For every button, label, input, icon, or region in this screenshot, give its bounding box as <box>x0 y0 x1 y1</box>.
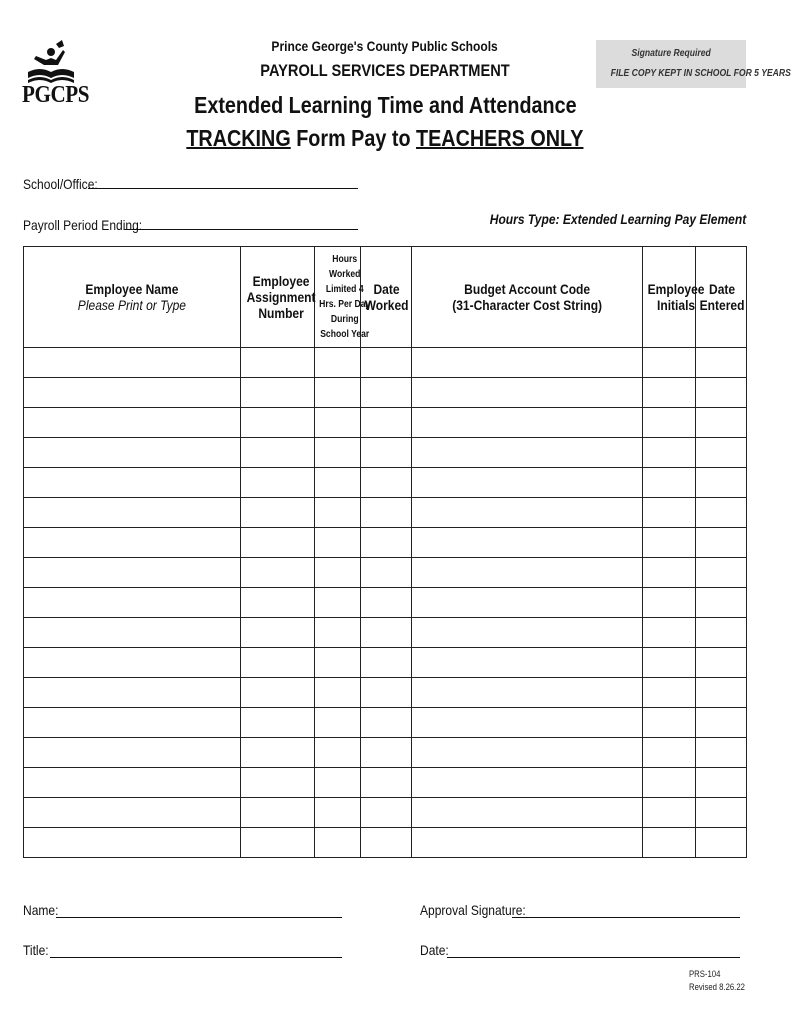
cell-employee-assignment-number[interactable] <box>241 648 315 678</box>
cell-date-entered[interactable] <box>696 738 747 768</box>
cell-employee-assignment-number[interactable] <box>241 408 315 438</box>
table-row <box>24 648 747 678</box>
form-number: PRS-104 <box>689 969 721 979</box>
header-line: Employee Name <box>85 281 179 297</box>
column-header-budget-account-code <box>412 247 643 348</box>
cell-budget-account-code[interactable] <box>412 738 643 768</box>
cell-employee-assignment-number[interactable] <box>241 678 315 708</box>
cell-employee-assignment-number[interactable] <box>241 468 315 498</box>
cell-employee-name[interactable] <box>24 708 241 738</box>
title-middle: Form Pay to <box>290 125 417 151</box>
cell-date-entered[interactable] <box>696 588 747 618</box>
cell-date-entered[interactable] <box>696 378 747 408</box>
cell-date-entered[interactable] <box>696 408 747 438</box>
cell-hours-worked[interactable] <box>315 618 361 648</box>
table-row <box>24 678 747 708</box>
header-line: Date <box>709 281 736 297</box>
cell-hours-worked[interactable] <box>315 798 361 828</box>
column-header-hours-worked <box>315 247 371 348</box>
cell-hours-worked[interactable] <box>315 378 361 408</box>
header-line: Hrs. Per Day <box>319 299 371 310</box>
cell-employee-name[interactable] <box>24 588 241 618</box>
cell-date-entered[interactable] <box>696 798 747 828</box>
cell-budget-account-code[interactable] <box>412 378 643 408</box>
cell-employee-initials[interactable] <box>643 768 696 798</box>
cell-employee-name[interactable] <box>24 378 241 408</box>
organization-name: Prince George's County Public Schools <box>271 38 499 54</box>
header-line: During <box>330 314 359 325</box>
cell-employee-name[interactable] <box>24 798 241 828</box>
signature-notice-box <box>596 40 791 88</box>
cell-employee-initials[interactable] <box>643 498 696 528</box>
cell-hours-worked[interactable] <box>315 648 361 678</box>
cell-employee-name[interactable] <box>24 828 241 858</box>
cell-date-entered[interactable] <box>696 708 747 738</box>
cell-employee-initials[interactable] <box>643 408 696 438</box>
table-body <box>24 348 747 858</box>
table-row <box>24 798 747 828</box>
approval-signature-label: Approval Signature: <box>420 902 526 918</box>
cell-date-worked[interactable] <box>361 558 412 588</box>
cell-employee-name[interactable] <box>24 648 241 678</box>
cell-date-entered[interactable] <box>696 618 747 648</box>
cell-employee-name[interactable] <box>24 738 241 768</box>
cell-date-entered[interactable] <box>696 528 747 558</box>
revision-date: Revised 8.26.22 <box>689 982 745 992</box>
cell-hours-worked[interactable] <box>315 828 361 858</box>
cell-date-entered[interactable] <box>696 828 747 858</box>
table-row <box>24 528 747 558</box>
name-field[interactable] <box>56 917 342 918</box>
form-code <box>689 968 754 994</box>
column-header-employee-name <box>24 247 241 348</box>
cell-budget-account-code[interactable] <box>412 558 643 588</box>
cell-employee-name[interactable] <box>24 618 241 648</box>
department-name: PAYROLL SERVICES DEPARTMENT <box>260 61 510 80</box>
cell-budget-account-code[interactable] <box>412 708 643 738</box>
title-label: Title: <box>23 942 49 958</box>
header-line: Worked <box>329 269 361 280</box>
column-header-date-entered <box>696 247 747 348</box>
cell-date-entered[interactable] <box>696 648 747 678</box>
cell-date-entered[interactable] <box>696 558 747 588</box>
cell-employee-initials[interactable] <box>643 678 696 708</box>
cell-employee-name[interactable] <box>24 408 241 438</box>
header-subtitle: Please Print or Type <box>77 297 187 313</box>
header-line: School Year <box>320 329 370 340</box>
header-line: Number <box>258 305 304 321</box>
cell-employee-assignment-number[interactable] <box>241 828 315 858</box>
cell-budget-account-code[interactable] <box>412 468 643 498</box>
cell-employee-assignment-number[interactable] <box>241 588 315 618</box>
date-label: Date: <box>420 942 449 958</box>
cell-date-worked[interactable] <box>361 708 412 738</box>
header-line: Limited 4 <box>325 284 364 295</box>
cell-employee-initials[interactable] <box>643 708 696 738</box>
cell-employee-assignment-number[interactable] <box>241 498 315 528</box>
table-header-row <box>24 247 747 348</box>
cell-date-worked[interactable] <box>361 588 412 618</box>
cell-hours-worked[interactable] <box>315 408 361 438</box>
payroll-period-label: Payroll Period Ending: <box>23 217 143 233</box>
cell-budget-account-code[interactable] <box>412 828 643 858</box>
cell-date-worked[interactable] <box>361 678 412 708</box>
cell-employee-initials[interactable] <box>643 798 696 828</box>
header-line: Worked <box>364 297 409 313</box>
hours-type-label: Hours Type: Extended Learning Pay Element <box>489 211 746 227</box>
table-row <box>24 768 747 798</box>
cell-date-worked[interactable] <box>361 738 412 768</box>
cell-date-worked[interactable] <box>361 768 412 798</box>
table-row <box>24 588 747 618</box>
table-row <box>24 348 747 378</box>
cell-hours-worked[interactable] <box>315 558 361 588</box>
cell-budget-account-code[interactable] <box>412 768 643 798</box>
cell-employee-initials[interactable] <box>643 558 696 588</box>
cell-employee-assignment-number[interactable] <box>241 378 315 408</box>
title-tracking: TRACKING <box>186 125 291 151</box>
cell-date-entered[interactable] <box>696 768 747 798</box>
cell-employee-initials[interactable] <box>643 618 696 648</box>
file-copy-note: FILE COPY KEPT IN SCHOOL FOR 5 YEARS <box>610 68 791 79</box>
approval-signature-field[interactable] <box>512 917 740 918</box>
cell-employee-assignment-number[interactable] <box>241 558 315 588</box>
header-line: Employee <box>252 273 310 289</box>
cell-budget-account-code[interactable] <box>412 798 643 828</box>
cell-employee-name[interactable] <box>24 348 241 378</box>
table-row <box>24 558 747 588</box>
cell-budget-account-code[interactable] <box>412 408 643 438</box>
cell-employee-initials[interactable] <box>643 588 696 618</box>
cell-budget-account-code[interactable] <box>412 498 643 528</box>
cell-date-entered[interactable] <box>696 438 747 468</box>
cell-employee-name[interactable] <box>24 678 241 708</box>
cell-employee-name[interactable] <box>24 558 241 588</box>
cell-date-worked[interactable] <box>361 618 412 648</box>
cell-employee-name[interactable] <box>24 528 241 558</box>
table-row <box>24 708 747 738</box>
cell-employee-assignment-number[interactable] <box>241 738 315 768</box>
cell-date-worked[interactable] <box>361 348 412 378</box>
cell-employee-assignment-number[interactable] <box>241 438 315 468</box>
date-field[interactable] <box>447 957 740 958</box>
cell-employee-initials[interactable] <box>643 468 696 498</box>
cell-employee-name[interactable] <box>24 438 241 468</box>
payroll-period-field[interactable] <box>124 229 358 230</box>
cell-employee-initials[interactable] <box>643 438 696 468</box>
cell-budget-account-code[interactable] <box>412 588 643 618</box>
cell-hours-worked[interactable] <box>315 588 361 618</box>
cell-hours-worked[interactable] <box>315 678 361 708</box>
header-line: Entered <box>699 297 745 313</box>
header-line: Employee <box>647 281 705 297</box>
logo-text: PGCPS <box>22 82 90 108</box>
table-row <box>24 408 747 438</box>
cell-date-worked[interactable] <box>361 798 412 828</box>
table-row <box>24 618 747 648</box>
cell-employee-assignment-number[interactable] <box>241 618 315 648</box>
cell-date-worked[interactable] <box>361 528 412 558</box>
cell-date-worked[interactable] <box>361 408 412 438</box>
cell-employee-initials[interactable] <box>643 828 696 858</box>
cell-hours-worked[interactable] <box>315 468 361 498</box>
form-title-line1: Extended Learning Time and Attendance <box>193 92 577 118</box>
cell-hours-worked[interactable] <box>315 438 361 468</box>
cell-hours-worked[interactable] <box>315 708 361 738</box>
table-row <box>24 468 747 498</box>
cell-budget-account-code[interactable] <box>412 438 643 468</box>
cell-employee-initials[interactable] <box>643 528 696 558</box>
cell-budget-account-code[interactable] <box>412 348 643 378</box>
cell-employee-assignment-number[interactable] <box>241 798 315 828</box>
cell-date-entered[interactable] <box>696 678 747 708</box>
header-line: Budget Account Code <box>464 281 590 297</box>
column-header-employee-assignment-number <box>241 247 315 348</box>
cell-budget-account-code[interactable] <box>412 648 643 678</box>
cell-date-entered[interactable] <box>696 498 747 528</box>
cell-budget-account-code[interactable] <box>412 618 643 648</box>
table-row <box>24 498 747 528</box>
table-row <box>24 738 747 768</box>
cell-employee-initials[interactable] <box>643 348 696 378</box>
form-title-line2 <box>0 125 770 152</box>
cell-employee-initials[interactable] <box>643 738 696 768</box>
tracking-table <box>23 246 746 862</box>
name-label: Name: <box>23 902 59 918</box>
cell-employee-name[interactable] <box>24 768 241 798</box>
cell-employee-name[interactable] <box>24 468 241 498</box>
cell-hours-worked[interactable] <box>315 348 361 378</box>
cell-date-entered[interactable] <box>696 468 747 498</box>
signature-required-note: Signature Required <box>631 48 711 59</box>
school-office-field[interactable] <box>88 188 358 189</box>
cell-hours-worked[interactable] <box>315 768 361 798</box>
cell-budget-account-code[interactable] <box>412 678 643 708</box>
cell-date-entered[interactable] <box>696 348 747 378</box>
cell-date-worked[interactable] <box>361 828 412 858</box>
cell-employee-assignment-number[interactable] <box>241 528 315 558</box>
cell-hours-worked[interactable] <box>315 528 361 558</box>
school-office-label: School/Office: <box>23 176 98 192</box>
header-line: Initials <box>656 297 696 313</box>
table-row <box>24 438 747 468</box>
title-teachers: TEACHERS ONLY <box>416 125 584 151</box>
cell-hours-worked[interactable] <box>315 738 361 768</box>
table-row <box>24 828 747 858</box>
header-line: Hours <box>332 254 358 265</box>
cell-date-worked[interactable] <box>361 498 412 528</box>
header-line: Date <box>373 281 400 297</box>
cell-budget-account-code[interactable] <box>412 528 643 558</box>
cell-hours-worked[interactable] <box>315 498 361 528</box>
table-row <box>24 378 747 408</box>
cell-employee-name[interactable] <box>24 498 241 528</box>
cell-employee-assignment-number[interactable] <box>241 708 315 738</box>
cell-employee-assignment-number[interactable] <box>241 348 315 378</box>
cell-employee-initials[interactable] <box>643 378 696 408</box>
cell-date-worked[interactable] <box>361 648 412 678</box>
cell-date-worked[interactable] <box>361 438 412 468</box>
column-header-employee-initials <box>643 247 705 348</box>
title-field[interactable] <box>50 957 342 958</box>
cell-employee-assignment-number[interactable] <box>241 768 315 798</box>
cell-employee-initials[interactable] <box>643 648 696 678</box>
header-line: Assignment <box>246 289 316 305</box>
header-line: (31-Character Cost String) <box>452 297 602 313</box>
cell-date-worked[interactable] <box>361 468 412 498</box>
cell-date-worked[interactable] <box>361 378 412 408</box>
